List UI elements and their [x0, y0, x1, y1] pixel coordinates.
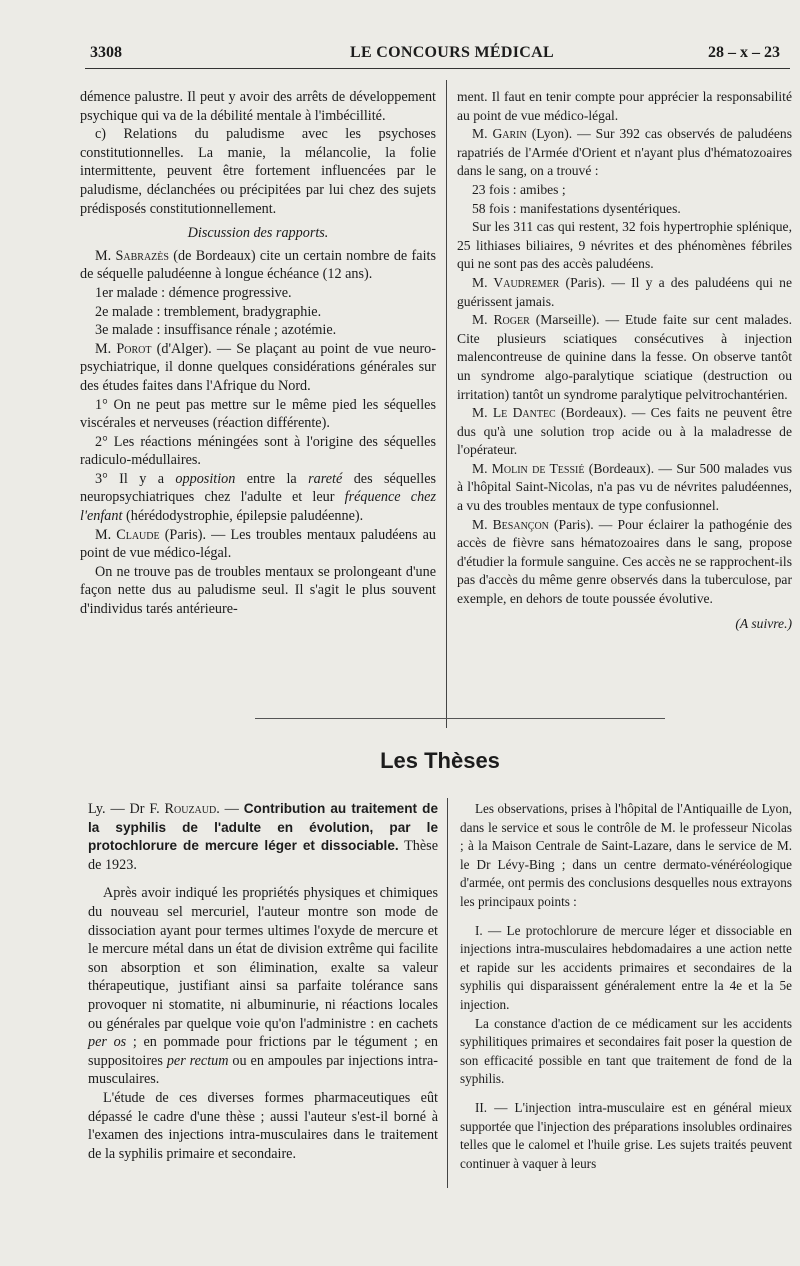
list-item: 2e malade : tremblement, bradygraphie. [95, 303, 322, 320]
text: Après avoir indiqué les propriétés physiques et chimiques du nouveau sel mercuriel, l'auteur montre son mode de dissociation ayant pour termes ultimes l'oxyde de mercure et le mercure métal dans un état de division extrême qui facilite son absorption et son élimination, exalte sa valeur thérapeutique, justifiant ainsi sa parfaite tolérance sans provoquer ni stomatite, ni albuminurie, ni réactions locales ou générales par quelque voie qu'on l'administre : en cachets [88, 885, 438, 1032]
author-name: Rouzaud [164, 801, 217, 817]
emphasis: fréquence chez l'enfant [80, 489, 436, 525]
list-item: 1er malade : démence progressive. [95, 284, 292, 301]
paragraph [457, 404, 792, 460]
bottom-left-column [88, 800, 438, 1163]
page-header [90, 44, 790, 66]
speaker-name: M. Garin [472, 126, 527, 142]
text: 3° Il y a [95, 470, 176, 487]
paragraph: Sur les 311 cas qui restent, 32 fois hypertrophie splénique, 25 lithiases biliaires, 9 névrites et des phénomènes fébriles qui ne sont pas des accès paludéens. [457, 219, 792, 272]
emphasis: per os [88, 1034, 127, 1051]
paragraph [457, 311, 792, 404]
discussion-heading: Discussion des rapports. [187, 225, 329, 242]
section-title: Les Thèses [380, 748, 500, 773]
text: ; en pommade pour frictions par le tégument ; en suppositoires [88, 1034, 438, 1069]
paragraph [80, 340, 436, 396]
paragraph-text: (Marseille). — Etude faite sur cent malades. Cite plusieurs sciatiques consécutives à injection malencontreuse de quinine dans la fesse. On observe tantôt un syndrome algo-paralytique sciatique (destruction ou irritation) tantôt un syndrome paralytique pelvitrochantérien. [457, 312, 792, 402]
text: des séquelles neuropsychiatriques chez l'adulte et leur [80, 470, 437, 506]
spacer [88, 874, 438, 884]
paragraph: La constance d'action de ce médicament sur les accidents syphilitiques primaires et secondaires fait poser la question de son efficacité possible en tant que traitement de fond de la syphilis. [460, 1015, 792, 1087]
list-item: 23 fois : amibes ; [472, 181, 566, 197]
paragraph: On ne trouve pas de troubles mentaux se prolongeant d'une façon nette dus au paludisme seul. Il s'agit le plus souvent d'individus tarés antérieure- [80, 563, 436, 618]
issue-date: 28 – x – 23 [708, 44, 780, 61]
emphasis: per rectum [166, 1052, 229, 1069]
paragraph-text: (Paris). — Pour éclairer la pathogénie des accès de fièvre sans hématozoaires dans le sang, propose d'étudier la formule sanguine. Ces accès ne se rapprochent-ils pas d'accès du même genre observés dans la tuberculose, par exemple, en dehors de toute poussée évolutive. [457, 516, 792, 607]
paragraph [80, 470, 436, 526]
spacer [460, 912, 792, 922]
paragraph [457, 460, 792, 516]
paragraph: c) Relations du paludisme avec les psychoses constitutionnelles. La manie, la mélancolie, la folie intermittente, peuvent être fortement influencées par le paludisme, déclanchées ou précipitées par lui chez des sujets prédisposés constitutionnellement. [80, 126, 436, 217]
paragraph [457, 125, 792, 181]
to-be-continued: (A suivre.) [735, 615, 792, 631]
column-divider [446, 80, 447, 728]
text: ou en ampoules par injections intra-musculaires. [88, 1052, 438, 1088]
header-rule [85, 68, 790, 69]
paragraph: Les observations, prises à l'hôpital de l'Antiquaille de Lyon, dans le service et sous le contrôle de M. le professeur Nicolas ; à la Maison Centrale de Saint-Lazare, dans le service de M. le Dr Lévy-Bing ; dans un centre dermato-vénéréologique d'armée, ont permis des conclusions desquelles nous extrayons les principaux points : [460, 801, 792, 909]
list-item: 58 fois : manifestations dysentériques. [472, 200, 681, 216]
paragraph: ment. Il faut en tenir compte pour apprécier la responsabilité au point de vue médico-légal. [457, 89, 792, 123]
paragraph-text: (Lyon). — Sur 392 cas observés de paludéens rapatriés de l'Armée d'Orient et n'ayant plus d'hématozoaires dans le sang, on a trouvé : [457, 126, 792, 179]
top-left-column [80, 88, 436, 619]
speaker-name: M. Roger [472, 312, 530, 328]
paragraph [80, 526, 436, 563]
bottom-right-column [460, 800, 792, 1173]
paragraph-text: (Paris). — Les troubles mentaux paludéens au point de vue médico-légal. [80, 526, 436, 562]
paragraph [457, 516, 792, 609]
text: Thèse de 1923. [88, 838, 438, 873]
paragraph [88, 884, 438, 1089]
section-rule [255, 718, 665, 719]
emphasis: rareté [308, 470, 343, 487]
paragraph-text: (Paris). — Il y a des paludéens qui ne guérissent jamais. [457, 274, 792, 309]
emphasis: opposition [175, 470, 236, 487]
speaker-name: M. Vaudremer [472, 274, 560, 290]
paragraph-text: (Bordeaux). — Ces faits ne peuvent être dus qu'à une solution trop acide ou à la maladresse de l'opérateur. [457, 405, 792, 458]
speaker-name: M. Molin de Tessié [472, 460, 585, 476]
text: (hérédodystrophie, épilepsie paludéenne). [122, 508, 364, 525]
paragraph [80, 247, 436, 284]
spacer [460, 1089, 792, 1099]
top-right-column [457, 88, 792, 633]
page-number: 3308 [90, 44, 122, 61]
column-divider [447, 798, 448, 1188]
paragraph: II. — L'injection intra-musculaire est en général mieux supportée que l'injection des préparations insolubles ordinaires telles que le calomel et l'huile grise. Les sujets traités peuvent continuer à vaquer à leurs [460, 1099, 792, 1171]
paragraph-text: (Bordeaux). — Sur 500 malades vus à l'hôpital Saint-Nicolas, n'a pas vu de névrites paludéennes, a vu des troubles mentaux de type confusionnel. [457, 460, 792, 514]
paragraph: 1° On ne peut pas mettre sur le même pied les séquelles viscérales et nerveuses (réaction différente). [80, 396, 436, 432]
text: Ly. — Dr F. [88, 801, 165, 817]
paragraph: I. — Le protochlorure de mercure léger et dissociable en injections intra-musculaires hebdomadaires a une action nette et rapide sur les accidents primaires et secondaires de la syphilis qui disparaissent généralement entre la 4e et la 5e injection. [460, 922, 792, 1012]
paragraph-text: (de Bordeaux) cite un certain nombre de faits de séquelle paludéenne à longue échéance (12 ans). [80, 247, 436, 283]
paragraph: L'étude de ces diverses formes pharmaceutiques eût dépassé le cadre d'une thèse ; aussi l'auteur s'est-il borné à l'examen des injections intra-musculaires dans le traitement de la syphilis primaire et secondaire. [88, 1089, 438, 1162]
thesis-citation [88, 800, 438, 874]
speaker-name: M. Besançon [472, 516, 549, 532]
paragraph [457, 274, 792, 311]
speaker-name: M. Sabrazès [95, 247, 169, 264]
list-item: 3e malade : insuffisance rénale ; azotémie. [95, 322, 337, 339]
speaker-name: M. Porot [95, 340, 152, 357]
journal-title: LE CONCOURS MÉDICAL [350, 44, 554, 61]
paragraph: 2° Les réactions méningées sont à l'origine des séquelles radiculo-médullaires. [80, 433, 436, 469]
speaker-name: M. Claude [95, 526, 160, 543]
text: . — [216, 801, 244, 817]
paragraph-text: (d'Alger). — Se plaçant au point de vue neuro-psychiatrique, il donne quelques considérations générales sur des études faites dans l'Afrique du Nord. [80, 340, 437, 394]
paragraph: démence palustre. Il peut y avoir des arrêts de développement psychique qui va de la débilité mentale à l'imbécillité. [80, 89, 436, 124]
text: entre la [235, 470, 309, 487]
speaker-name: M. Le Dantec [472, 405, 556, 421]
thesis-title: Contribution au traitement de la syphilis de l'adulte en évolution, par le protochlorure de mercure léger et dissociable. [88, 801, 439, 854]
